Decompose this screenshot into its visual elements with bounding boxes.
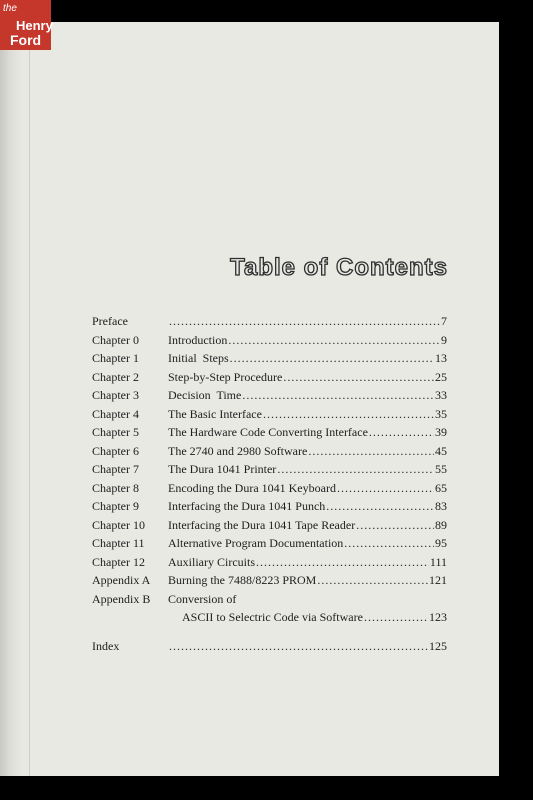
- toc-row-index: [92, 639, 447, 658]
- toc-page: 95: [435, 536, 447, 550]
- toc-title: The Dura 1041 Printer: [168, 462, 277, 476]
- toc-row-chapter-8: [92, 481, 447, 500]
- toc-entry: [168, 592, 447, 607]
- dot-leader: [344, 536, 434, 551]
- dot-leader: [230, 351, 434, 366]
- toc-label: Appendix A: [92, 573, 151, 587]
- toc-page: 7: [441, 314, 447, 328]
- toc-label: Chapter 9: [92, 499, 139, 513]
- toc-title: Alternative Program Documentation: [168, 536, 344, 550]
- toc-entry: [168, 639, 447, 654]
- toc-row-chapter-2: [92, 370, 447, 389]
- toc-row-chapter-11: [92, 536, 447, 555]
- toc-entry: [168, 462, 447, 477]
- dot-leader: [169, 639, 428, 654]
- toc-title: Auxiliary Circuits: [168, 554, 255, 569]
- toc-label: Chapter 10: [92, 517, 145, 532]
- dot-leader: [263, 407, 434, 422]
- toc-entry: [168, 518, 447, 533]
- dot-leader: [277, 462, 434, 477]
- toc-page: 111: [429, 554, 447, 569]
- toc-row-appendix-b-cont: [92, 610, 447, 629]
- toc-label: Chapter 8: [92, 480, 139, 495]
- toc-label: Chapter 0: [92, 332, 139, 347]
- table-of-contents: [92, 314, 447, 657]
- toc-row-preface: [92, 314, 447, 333]
- toc-page: 65: [435, 480, 447, 495]
- toc-page: 39: [435, 425, 447, 439]
- toc-page: 55: [435, 462, 447, 476]
- toc-row-chapter-7: [92, 462, 447, 481]
- toc-label: Preface: [92, 314, 128, 328]
- toc-label: Chapter 1: [92, 351, 139, 365]
- toc-title: The Basic Interface: [168, 406, 262, 421]
- toc-row-chapter-5: [92, 425, 447, 444]
- toc-label: Chapter 3: [92, 388, 139, 402]
- toc-label: Chapter 2: [92, 369, 139, 384]
- toc-title: Introduction: [168, 332, 228, 347]
- toc-row-chapter-1: [92, 351, 447, 370]
- toc-row-appendix-a: [92, 573, 447, 592]
- toc-entry: [168, 370, 447, 385]
- toc-page: 45: [435, 443, 447, 458]
- toc-entry: [168, 536, 447, 551]
- dot-leader: [364, 610, 428, 625]
- toc-title: Interfacing the Dura 1041 Tape Reader: [168, 517, 356, 532]
- toc-label: Chapter 4: [92, 406, 139, 421]
- dot-leader: [356, 518, 434, 533]
- dot-leader: [337, 481, 434, 496]
- toc-page: 13: [435, 351, 447, 365]
- toc-page: 89: [435, 517, 447, 532]
- toc-page: 25: [435, 369, 447, 384]
- toc-row-chapter-10: [92, 518, 447, 537]
- toc-row-chapter-4: [92, 407, 447, 426]
- toc-page: 83: [435, 499, 447, 513]
- toc-row-chapter-3: [92, 388, 447, 407]
- toc-page: 33: [435, 388, 447, 402]
- logo-ford: Ford: [10, 32, 42, 48]
- dot-leader: [169, 314, 440, 329]
- toc-row-appendix-b: [92, 592, 447, 611]
- toc-page: 35: [435, 406, 447, 421]
- toc-title: The Hardware Code Converting Interface: [168, 425, 368, 439]
- toc-label: Chapter 7: [92, 462, 139, 476]
- toc-page: 121: [429, 573, 447, 587]
- toc-title: Interfacing the Dura 1041 Punch: [168, 499, 326, 513]
- page-fold-line: [29, 22, 30, 776]
- toc-title: Burning the 7488/8223 PROM: [168, 573, 317, 587]
- logo-the: the: [3, 3, 17, 14]
- toc-entry: [168, 425, 447, 440]
- toc-label: Appendix B: [92, 591, 151, 606]
- toc-title: Decision Time: [168, 388, 242, 402]
- book-spine-shadow: [0, 22, 24, 776]
- dot-leader: [256, 555, 429, 570]
- toc-title: Conversion of: [168, 591, 237, 606]
- toc-title: The 2740 and 2980 Software: [168, 443, 308, 458]
- logo-henry: Henry: [16, 18, 53, 33]
- toc-row-chapter-6: [92, 444, 447, 463]
- toc-entry: [168, 481, 447, 496]
- toc-entry: [168, 444, 447, 459]
- toc-title: Initial Steps: [168, 351, 229, 365]
- toc-label: Chapter 6: [92, 443, 139, 458]
- toc-label: Index: [92, 638, 120, 653]
- toc-entry: [168, 499, 447, 514]
- dot-leader: [242, 388, 434, 403]
- toc-entry: [168, 314, 447, 329]
- toc-entry: [168, 333, 447, 348]
- toc-page: 123: [429, 610, 447, 624]
- toc-row-chapter-0: [92, 333, 447, 352]
- toc-title: Step-by-Step Procedure: [168, 369, 283, 384]
- toc-title: ASCII to Selectric Code via Software: [182, 610, 363, 624]
- dot-leader: [283, 370, 434, 385]
- dot-leader: [308, 444, 434, 459]
- toc-row-chapter-12: [92, 555, 447, 574]
- henry-ford-logo: [0, 0, 51, 50]
- toc-entry: [168, 351, 447, 366]
- dot-leader: [369, 425, 434, 440]
- toc-label: Chapter 11: [92, 536, 145, 550]
- toc-entry: [182, 610, 447, 625]
- toc-label: Chapter 5: [92, 425, 139, 439]
- toc-page: 125: [429, 638, 447, 653]
- toc-title: Encoding the Dura 1041 Keyboard: [168, 480, 336, 495]
- dot-leader: [228, 333, 440, 348]
- toc-row-chapter-9: [92, 499, 447, 518]
- toc-page: 9: [441, 332, 447, 347]
- toc-entry: [168, 573, 447, 588]
- toc-entry: [168, 555, 447, 570]
- dot-leader: [326, 499, 434, 514]
- dot-leader: [317, 573, 428, 588]
- toc-label: Chapter 12: [92, 554, 145, 569]
- page-title: Table of Contents: [230, 254, 448, 281]
- toc-entry: [168, 407, 447, 422]
- toc-entry: [168, 388, 447, 403]
